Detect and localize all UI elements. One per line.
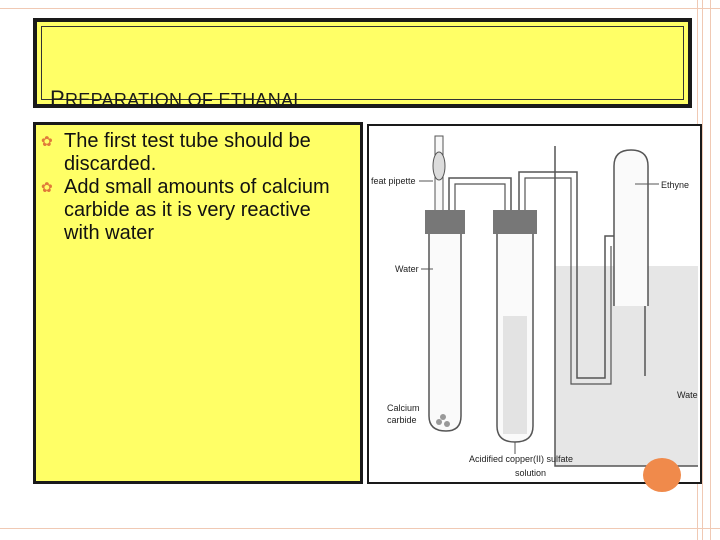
page-title xyxy=(50,86,304,112)
label-pipette: feat pipette xyxy=(371,176,416,186)
bullet-item xyxy=(0,130,340,176)
calcium-carbide-lump xyxy=(444,421,450,427)
title-first-letter: P xyxy=(50,86,65,111)
label-acidified-1: Acidified copper(II) sulfate xyxy=(469,454,574,464)
label-water-left: Water xyxy=(395,264,419,274)
decorative-line xyxy=(0,528,720,529)
label-calcium-carbide-2: carbide xyxy=(387,415,417,425)
pipette-bulb xyxy=(433,152,445,180)
calcium-carbide-lump xyxy=(436,419,442,425)
test-tube-1 xyxy=(429,216,461,431)
bullet-text: Add small amounts of calcium carbide as it is very reactive with water xyxy=(64,176,330,244)
bullet-item xyxy=(0,176,340,245)
label-water-right: Wate xyxy=(677,390,698,400)
stopper-1 xyxy=(425,210,465,234)
decorative-line xyxy=(0,8,720,9)
apparatus-figure xyxy=(367,124,702,484)
label-ethyne: Ethyne xyxy=(661,180,690,190)
accent-dot xyxy=(643,458,681,492)
label-acidified-2: solution xyxy=(515,468,547,478)
bullet-list xyxy=(0,130,340,245)
decorative-line xyxy=(702,0,703,540)
bullet-text: The first test tube should be discarded. xyxy=(64,130,311,175)
apparatus-diagram xyxy=(369,126,700,482)
gear-bullet-icon: ✿ xyxy=(41,179,53,195)
title-box xyxy=(33,18,692,111)
gear-bullet-icon: ✿ xyxy=(41,133,53,149)
label-calcium-carbide-1: Calcium xyxy=(387,403,420,413)
title-rest: REPARATION OF ETHANAL xyxy=(64,90,304,110)
decorative-line xyxy=(710,0,711,540)
gas-jar xyxy=(614,150,648,306)
stopper-2 xyxy=(493,210,537,234)
calcium-carbide-lump xyxy=(440,414,446,420)
copper-sulfate-solution xyxy=(503,316,527,434)
